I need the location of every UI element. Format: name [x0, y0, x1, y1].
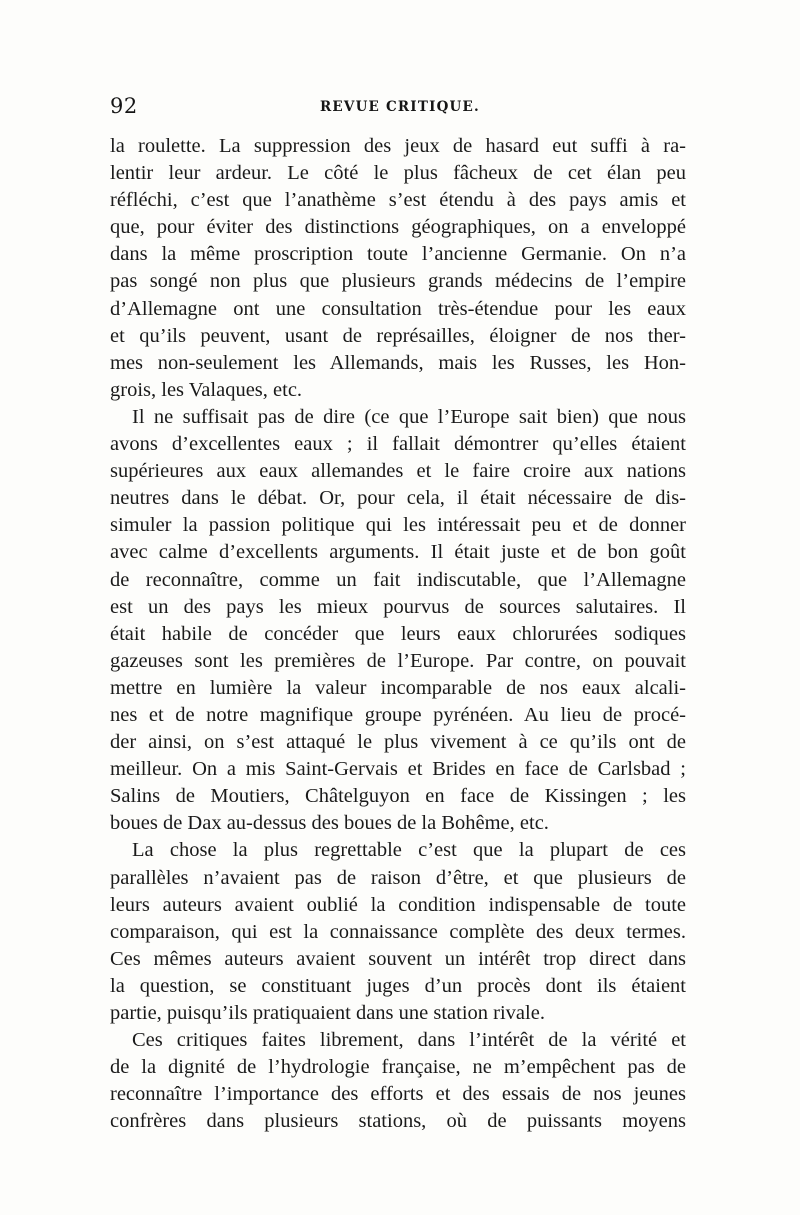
text-line: confrères dans plusieurs stations, où de puissants moyens	[110, 1110, 686, 1133]
text-line: mes non-seulement les Allemands, mais les Russes, les Hon-	[110, 351, 686, 374]
text-line: que, pour éviter des distinctions géographiques, on a enveloppé	[110, 216, 686, 239]
text-line: partie, puisqu’ils pratiquaient dans une station rivale.	[110, 1002, 545, 1024]
body-text	[110, 133, 686, 1135]
text-line: était habile de concéder que leurs eaux chlorurées sodiques	[110, 622, 686, 645]
text-line: nes et de notre magnifique groupe pyrénéen. Au lieu de procé-	[110, 703, 686, 726]
text-line: Il ne suffisait pas de dire (ce que l’Europe sait bien) que nous	[132, 405, 686, 428]
text-line: neutres dans le débat. Or, pour cela, il était nécessaire de dis-	[110, 487, 686, 510]
running-head: REVUE CRITIQUE.	[320, 99, 480, 115]
text-line: Ces critiques faites librement, dans l’intérêt de la vérité et	[132, 1029, 686, 1052]
text-line: der ainsi, on s’est attaqué le plus vivement à ce qu’ils ont de	[110, 731, 686, 754]
page-header	[108, 94, 688, 124]
text-line: gazeuses sont les premières de l’Europe. Par contre, on pouvait	[110, 649, 686, 672]
text-line: lentir leur ardeur. Le côté le plus fâcheux de cet élan peu	[110, 162, 686, 185]
text-line: et qu’ils peuvent, usant de représailles, éloigner de nos ther-	[110, 324, 686, 347]
text-line: avec calme d’excellents arguments. Il était juste et de bon goût	[110, 541, 686, 564]
text-line: leurs auteurs avaient oublié la condition indispensable de toute	[110, 893, 686, 916]
text-line: est un des pays les mieux pourvus de sources salutaires. Il	[110, 595, 686, 618]
page-number: 92	[110, 94, 138, 118]
text-line: grois, les Valaques, etc.	[110, 378, 303, 401]
text-line: comparaison, qui est la connaissance complète des deux termes.	[110, 920, 686, 943]
text-line: de reconnaître, comme un fait indiscutable, que l’Allemagne	[110, 568, 686, 591]
text-line: d’Allemagne ont une consultation très-étendue pour les eaux	[110, 297, 686, 320]
text-line: pas songé non plus que plusieurs grands médecins de l’empire	[110, 270, 686, 293]
text-line: dans la même proscription toute l’ancienne Germanie. On n’a	[110, 243, 686, 266]
text-line: Ces mêmes auteurs avaient souvent un intérêt trop direct dans	[110, 947, 686, 970]
text-line: la roulette. La suppression des jeux de hasard eut suffi à ra-	[110, 135, 686, 157]
text-line: de la dignité de l’hydrologie française, ne m’empêchent pas de	[110, 1056, 686, 1079]
text-line: parallèles n’avaient pas de raison d’être, et que plusieurs de	[110, 866, 686, 889]
text-line: La chose la plus regrettable c’est que la plupart de ces	[132, 839, 686, 862]
text-line: Salins de Moutiers, Châtelguyon en face de Kissingen ; les	[110, 785, 686, 808]
text-line: la question, se constituant juges d’un procès dont ils étaient	[110, 974, 686, 997]
text-line: réfléchi, c’est que l’anathème s’est étendu à des pays amis et	[110, 189, 686, 212]
text-line: simuler la passion politique qui les intéressait peu et de donner	[110, 514, 686, 537]
text-line: meilleur. On a mis Saint-Gervais et Brides en face de Carlsbad ;	[110, 758, 686, 781]
text-line: reconnaître l’importance des efforts et des essais de nos jeunes	[110, 1083, 686, 1106]
text-line: mettre en lumière la valeur incomparable de nos eaux alcali-	[110, 676, 686, 699]
text-line: boues de Dax au-dessus des boues de la Bohême, etc.	[110, 812, 549, 835]
text-line: supérieures aux eaux allemandes et le faire croire aux nations	[110, 460, 686, 483]
text-line: avons d’excellentes eaux ; il fallait démontrer qu’elles étaient	[110, 433, 686, 456]
